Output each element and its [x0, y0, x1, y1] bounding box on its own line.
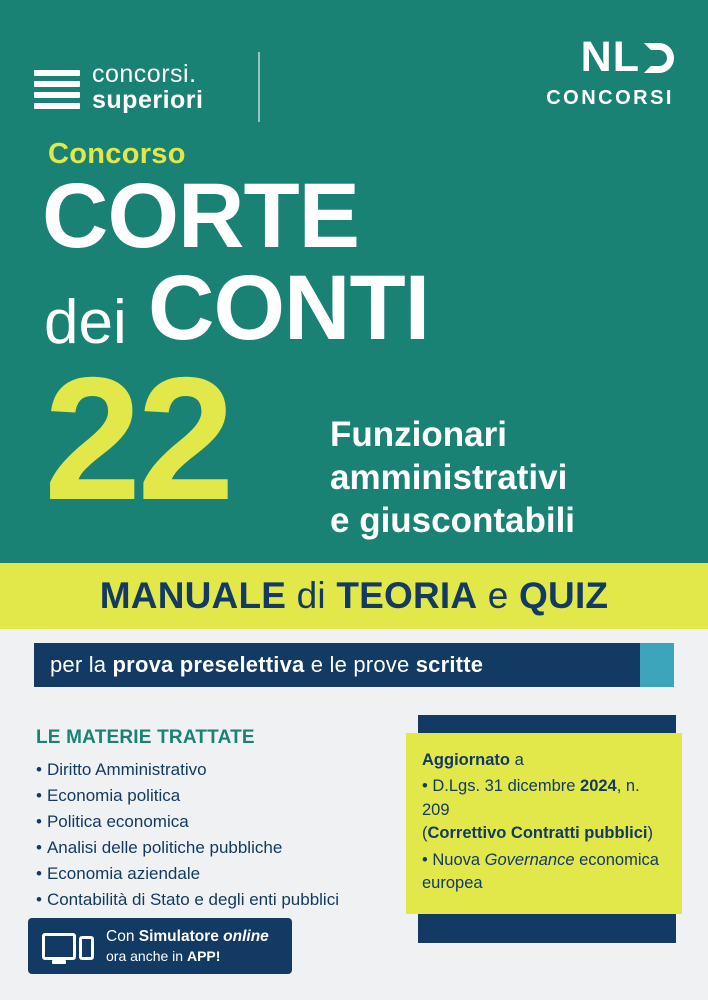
strip-bold1: prova preselettiva — [112, 652, 305, 677]
band-word4: e — [487, 575, 509, 616]
update-item2-post: economica — [574, 850, 659, 869]
exam-phase-strip — [34, 643, 674, 687]
manual-type-text — [100, 575, 608, 617]
publisher-logo-left-text — [92, 62, 203, 114]
monitor-icon — [42, 933, 76, 960]
band-word1: MANUALE — [99, 575, 287, 616]
update-item2-italic: Governance — [484, 850, 575, 869]
band-word5: QUIZ — [519, 575, 609, 616]
subjects-list — [36, 757, 406, 913]
simulator-badge-line1 — [106, 927, 269, 947]
nld-d-shape-icon — [644, 43, 674, 73]
cover-title-line2: CONTI — [148, 257, 430, 359]
cover-position-count: 22 — [44, 342, 231, 537]
list-item: • Diritto Amministrativo — [36, 757, 406, 783]
update-item1-pre: • D.Lgs. 31 dicembre — [422, 777, 581, 796]
cover-kicker: Concorso — [48, 138, 186, 170]
subjects-heading: LE MATERIE TRATTATE — [36, 727, 255, 748]
publisher-logo-line1: concorsi. — [92, 60, 197, 88]
list-item: • Economia politica — [36, 783, 406, 809]
update-note-heading-bold: Aggiornato — [422, 751, 510, 769]
sim-line1-bold: Simulatore — [138, 927, 219, 945]
cover-role-line2: amministrativi — [330, 458, 568, 498]
cover-role-description — [330, 413, 575, 542]
update-note-item-1-line2 — [422, 822, 666, 845]
update-note — [406, 733, 682, 914]
nld-logo-subtitle: CONCORSI — [546, 87, 674, 109]
strip-prefix: per la — [50, 652, 113, 677]
update-item1-year: 2024 — [580, 777, 617, 796]
update-item2-pre: • Nuova — [422, 850, 485, 869]
update-note-item-1 — [422, 775, 666, 822]
cover-role-line1: Funzionari — [330, 415, 507, 454]
update-note-heading-rest: a — [510, 751, 524, 769]
update-item1-post: , n. 209 — [422, 777, 640, 819]
nld-logo-mark — [546, 33, 674, 81]
exam-phase-text — [34, 652, 483, 678]
strip-accent-cap — [640, 643, 674, 687]
cover-title-line1: CORTE — [42, 165, 359, 267]
strip-middle: e le prove — [304, 652, 416, 677]
list-item: • Analisi delle politiche pubbliche — [36, 835, 406, 861]
sim-line1-pre: Con — [106, 927, 139, 945]
update-item1-paren-open: ( — [422, 824, 428, 843]
simulator-badge-line2 — [106, 947, 269, 965]
band-word3: TEORIA — [336, 575, 478, 616]
update-note-heading — [422, 749, 666, 772]
publisher-logo-right — [546, 33, 674, 110]
manual-type-band — [0, 563, 708, 629]
cover-role-line3: e giuscontabili — [330, 501, 576, 541]
publisher-logo-line2: superiori — [92, 85, 204, 114]
update-note-item-2 — [422, 849, 666, 872]
publisher-logo-left — [34, 62, 203, 114]
update-item1-paren-close: ) — [647, 824, 653, 843]
list-item: • Contabilità di Stato e degli enti pubblici — [36, 887, 406, 913]
smartphone-icon — [79, 936, 94, 960]
sim-line1-italic: online — [218, 927, 269, 945]
simulator-devices-icons — [42, 933, 94, 960]
list-item: • Politica economica — [36, 809, 406, 835]
band-word2: di — [296, 575, 326, 616]
update-item1-subtitle: Correttivo Contratti pubblici — [427, 824, 648, 843]
stacked-bars-icon — [34, 67, 80, 109]
sim-line2-bold: APP! — [186, 947, 221, 964]
simulator-badge — [28, 918, 292, 974]
update-note-item-2-line2: europea — [422, 874, 483, 893]
sim-line2-pre: ora anche in — [106, 947, 187, 964]
strip-bold2: scritte — [415, 652, 484, 677]
simulator-badge-text — [106, 927, 269, 965]
list-item: • Economia aziendale — [36, 861, 406, 887]
logo-divider — [258, 52, 260, 122]
cover-title-connector: dei — [44, 288, 127, 357]
subjects-section — [36, 727, 406, 913]
nld-logo-letters: NL — [580, 33, 640, 81]
